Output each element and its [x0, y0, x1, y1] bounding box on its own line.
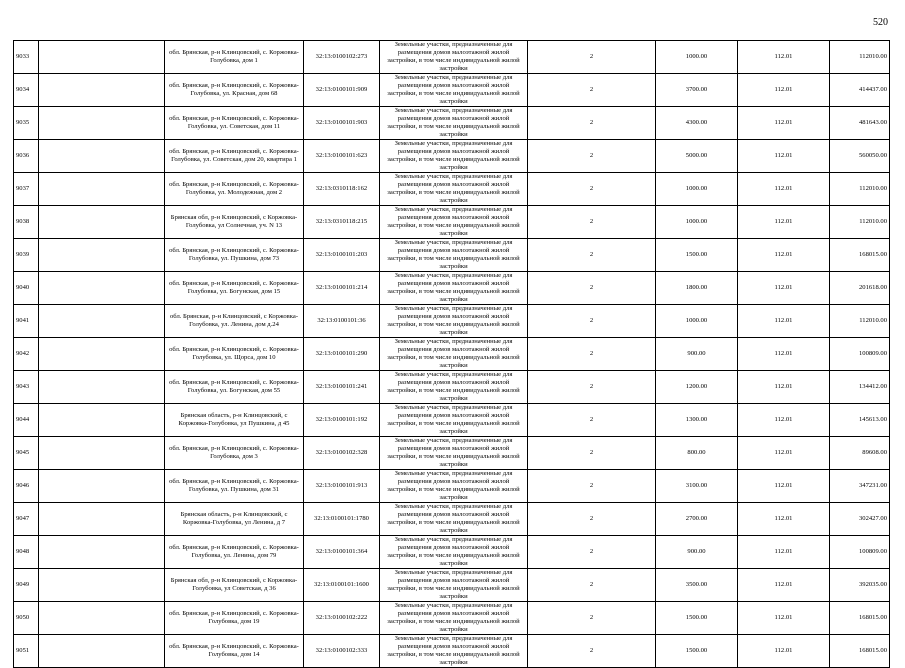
land-category-cell: Земельные участки, предназначенные для размещения домов малоэтажной жилой застройки, в том числе индивидуальной жилой застройки — [380, 470, 528, 503]
cadastral-number-cell: 32:13:0100101:903 — [304, 107, 380, 140]
cadastral-number-cell: 32:13:0310118:215 — [304, 206, 380, 239]
cadastral-number-cell: 32:13:0100101:214 — [304, 272, 380, 305]
cadastral-number-cell: 32:13:0100101:909 — [304, 74, 380, 107]
row-number: 9041 — [14, 305, 39, 338]
rate-cell: 112.01 — [738, 41, 830, 74]
land-category-cell: Земельные участки, предназначенные для размещения домов малоэтажной жилой застройки, в том числе индивидуальной жилой застройки — [380, 437, 528, 470]
cadastral-number-cell: 32:13:0100102:328 — [304, 437, 380, 470]
area-cell: 1000.00 — [656, 305, 738, 338]
rate-cell: 112.01 — [738, 503, 830, 536]
area-cell: 4300.00 — [656, 107, 738, 140]
total-cell: 201618.00 — [830, 272, 890, 305]
land-category-cell: Земельные участки, предназначенные для размещения домов малоэтажной жилой застройки, в том числе индивидуальной жилой застройки — [380, 371, 528, 404]
table-row — [14, 602, 890, 635]
cadastral-number-cell: 32:13:0100102:273 — [304, 41, 380, 74]
row-number: 9034 — [14, 74, 39, 107]
address-cell: обл. Брянская, р-н Клинцовский, с. Коржовка-Голубовка, ул. Ленина, дом 79 — [165, 536, 304, 569]
rate-cell: 112.01 — [738, 239, 830, 272]
table-row — [14, 437, 890, 470]
count-cell: 2 — [528, 569, 656, 602]
table-row — [14, 206, 890, 239]
table-row — [14, 404, 890, 437]
table-row — [14, 239, 890, 272]
count-cell: 2 — [528, 107, 656, 140]
land-category-cell: Земельные участки, предназначенные для размещения домов малоэтажной жилой застройки, в том числе индивидуальной жилой застройки — [380, 239, 528, 272]
land-category-cell: Земельные участки, предназначенные для размещения домов малоэтажной жилой застройки, в том числе индивидуальной жилой застройки — [380, 74, 528, 107]
count-cell: 2 — [528, 536, 656, 569]
address-cell: Брянская обл, р-н Клинцовский, с Коржовка-Голубовка, ул Солнечная, уч. N 13 — [165, 206, 304, 239]
rate-cell: 112.01 — [738, 74, 830, 107]
total-cell: 112010.00 — [830, 173, 890, 206]
count-cell: 2 — [528, 602, 656, 635]
cadastral-number-cell: 32:13:0100101:36 — [304, 305, 380, 338]
total-cell: 89608.00 — [830, 437, 890, 470]
address-cell: обл. Брянская, р-н Клинцовский, с. Коржовка-Голубовка, дом 19 — [165, 602, 304, 635]
land-category-cell: Земельные участки, предназначенные для размещения домов малоэтажной жилой застройки, в том числе индивидуальной жилой застройки — [380, 569, 528, 602]
rate-cell: 112.01 — [738, 305, 830, 338]
area-cell: 1000.00 — [656, 173, 738, 206]
page-number: 520 — [873, 17, 888, 28]
rate-cell: 112.01 — [738, 206, 830, 239]
address-cell: Брянская область, р-н Клинцовский, с Коржовка-Голубовка, ул Пушкина, д 45 — [165, 404, 304, 437]
area-cell: 800.00 — [656, 437, 738, 470]
row-number: 9037 — [14, 173, 39, 206]
cadastral-number-cell: 32:13:0100101:1780 — [304, 503, 380, 536]
row-number: 9050 — [14, 602, 39, 635]
area-cell: 1000.00 — [656, 206, 738, 239]
table-row — [14, 305, 890, 338]
land-category-cell: Земельные участки, предназначенные для размещения домов малоэтажной жилой застройки, в том числе индивидуальной жилой застройки — [380, 536, 528, 569]
total-cell: 168015.00 — [830, 239, 890, 272]
row-number: 9035 — [14, 107, 39, 140]
blank-cell — [39, 602, 165, 635]
row-number: 9047 — [14, 503, 39, 536]
row-number: 9043 — [14, 371, 39, 404]
row-number: 9038 — [14, 206, 39, 239]
rate-cell: 112.01 — [738, 437, 830, 470]
address-cell: Брянская обл, р-н Клинцовский, с Коржовка-Голубовка, ул Советская, д 36 — [165, 569, 304, 602]
row-number: 9045 — [14, 437, 39, 470]
blank-cell — [39, 272, 165, 305]
cadastral-number-cell: 32:13:0310118:162 — [304, 173, 380, 206]
count-cell: 2 — [528, 404, 656, 437]
table-row — [14, 635, 890, 668]
blank-cell — [39, 569, 165, 602]
cadastral-number-cell: 32:13:0100101:913 — [304, 470, 380, 503]
count-cell: 2 — [528, 371, 656, 404]
cadastral-number-cell: 32:13:0100101:623 — [304, 140, 380, 173]
land-category-cell: Земельные участки, предназначенные для размещения домов малоэтажной жилой застройки, в том числе индивидуальной жилой застройки — [380, 503, 528, 536]
count-cell: 2 — [528, 272, 656, 305]
total-cell: 100809.00 — [830, 338, 890, 371]
total-cell: 168015.00 — [830, 635, 890, 668]
rate-cell: 112.01 — [738, 470, 830, 503]
total-cell: 560050.00 — [830, 140, 890, 173]
count-cell: 2 — [528, 140, 656, 173]
table-row — [14, 503, 890, 536]
address-cell: обл. Брянская, р-н Клинцовский, с. Коржовка-Голубовка, ул. Пушкина, дом 31 — [165, 470, 304, 503]
count-cell: 2 — [528, 470, 656, 503]
blank-cell — [39, 338, 165, 371]
area-cell: 900.00 — [656, 338, 738, 371]
cadastral-number-cell: 32:13:0100101:364 — [304, 536, 380, 569]
blank-cell — [39, 371, 165, 404]
row-number: 9049 — [14, 569, 39, 602]
total-cell: 302427.00 — [830, 503, 890, 536]
total-cell: 168015.00 — [830, 602, 890, 635]
table-row — [14, 41, 890, 74]
area-cell: 3700.00 — [656, 74, 738, 107]
area-cell: 1300.00 — [656, 404, 738, 437]
land-category-cell: Земельные участки, предназначенные для размещения домов малоэтажной жилой застройки, в том числе индивидуальной жилой застройки — [380, 404, 528, 437]
rate-cell: 112.01 — [738, 602, 830, 635]
area-cell: 1500.00 — [656, 602, 738, 635]
address-cell: обл. Брянская, р-н Клинцовский, с. Коржовка-Голубовка, ул. Советская, дом 20, квартира 1 — [165, 140, 304, 173]
address-cell: обл. Брянская, р-н Клинцовский, с. Коржовка-Голубовка, дом 1 — [165, 41, 304, 74]
cadastral-number-cell: 32:13:0100101:1600 — [304, 569, 380, 602]
address-cell: обл. Брянская, р-н Клинцовский, с. Коржовка-Голубовка, ул. Богунская, дом 55 — [165, 371, 304, 404]
count-cell: 2 — [528, 74, 656, 107]
table-row — [14, 536, 890, 569]
land-category-cell: Земельные участки, предназначенные для размещения домов малоэтажной жилой застройки, в том числе индивидуальной жилой застройки — [380, 107, 528, 140]
address-cell: обл. Брянская, р-н Клинцовский, с. Коржовка-Голубовка, дом 14 — [165, 635, 304, 668]
land-category-cell: Земельные участки, предназначенные для размещения домов малоэтажной жилой застройки, в том числе индивидуальной жилой застройки — [380, 305, 528, 338]
land-registry-table — [13, 40, 890, 668]
count-cell: 2 — [528, 503, 656, 536]
land-category-cell: Земельные участки, предназначенные для размещения домов малоэтажной жилой застройки, в том числе индивидуальной жилой застройки — [380, 140, 528, 173]
count-cell: 2 — [528, 338, 656, 371]
count-cell: 2 — [528, 41, 656, 74]
table-row — [14, 371, 890, 404]
cadastral-number-cell: 32:13:0100101:290 — [304, 338, 380, 371]
blank-cell — [39, 437, 165, 470]
address-cell: обл. Брянская, р-н Клинцовский, с. Коржовка-Голубовка, ул. Советская, дом 11 — [165, 107, 304, 140]
rate-cell: 112.01 — [738, 569, 830, 602]
row-number: 9044 — [14, 404, 39, 437]
count-cell: 2 — [528, 239, 656, 272]
total-cell: 112010.00 — [830, 206, 890, 239]
blank-cell — [39, 404, 165, 437]
area-cell: 5000.00 — [656, 140, 738, 173]
land-category-cell: Земельные участки, предназначенные для размещения домов малоэтажной жилой застройки, в том числе индивидуальной жилой застройки — [380, 635, 528, 668]
blank-cell — [39, 635, 165, 668]
rate-cell: 112.01 — [738, 338, 830, 371]
total-cell: 414437.00 — [830, 74, 890, 107]
table-row — [14, 74, 890, 107]
blank-cell — [39, 503, 165, 536]
address-cell: обл. Брянская, р-н Клинцовский, с. Коржовка-Голубовка, ул. Пушкина, дом 73 — [165, 239, 304, 272]
land-category-cell: Земельные участки, предназначенные для размещения домов малоэтажной жилой застройки, в том числе индивидуальной жилой застройки — [380, 41, 528, 74]
table-row — [14, 338, 890, 371]
area-cell: 1800.00 — [656, 272, 738, 305]
blank-cell — [39, 74, 165, 107]
table-row — [14, 173, 890, 206]
total-cell: 134412.00 — [830, 371, 890, 404]
rate-cell: 112.01 — [738, 107, 830, 140]
address-cell: обл. Брянская, р-н Клинцовский, с. Коржовка-Голубовка, дом 3 — [165, 437, 304, 470]
row-number: 9036 — [14, 140, 39, 173]
blank-cell — [39, 41, 165, 74]
rate-cell: 112.01 — [738, 536, 830, 569]
land-category-cell: Земельные участки, предназначенные для размещения домов малоэтажной жилой застройки, в том числе индивидуальной жилой застройки — [380, 602, 528, 635]
blank-cell — [39, 206, 165, 239]
rate-cell: 112.01 — [738, 404, 830, 437]
area-cell: 1500.00 — [656, 635, 738, 668]
address-cell: обл. Брянская, р-н Клинцовский, с. Коржовка-Голубовка, ул. Молодежная, дом 2 — [165, 173, 304, 206]
total-cell: 481643.00 — [830, 107, 890, 140]
count-cell: 2 — [528, 635, 656, 668]
cadastral-number-cell: 32:13:0100101:203 — [304, 239, 380, 272]
area-cell: 1000.00 — [656, 41, 738, 74]
address-cell: обл. Брянская, р-н Клинцовский, с Коржовка-Голубовка, ул. Ленина, дом д.24 — [165, 305, 304, 338]
cadastral-number-cell: 32:13:0100102:222 — [304, 602, 380, 635]
land-category-cell: Земельные участки, предназначенные для размещения домов малоэтажной жилой застройки, в том числе индивидуальной жилой застройки — [380, 338, 528, 371]
area-cell: 1500.00 — [656, 239, 738, 272]
blank-cell — [39, 140, 165, 173]
blank-cell — [39, 305, 165, 338]
total-cell: 347231.00 — [830, 470, 890, 503]
row-number: 9048 — [14, 536, 39, 569]
row-number: 9046 — [14, 470, 39, 503]
table-row — [14, 470, 890, 503]
count-cell: 2 — [528, 305, 656, 338]
row-number: 9040 — [14, 272, 39, 305]
table-row — [14, 272, 890, 305]
table-row — [14, 569, 890, 602]
cadastral-number-cell: 32:13:0100101:241 — [304, 371, 380, 404]
table-row — [14, 140, 890, 173]
blank-cell — [39, 470, 165, 503]
total-cell: 392035.00 — [830, 569, 890, 602]
area-cell: 3500.00 — [656, 569, 738, 602]
count-cell: 2 — [528, 206, 656, 239]
area-cell: 1200.00 — [656, 371, 738, 404]
cadastral-number-cell: 32:13:0100102:333 — [304, 635, 380, 668]
land-category-cell: Земельные участки, предназначенные для размещения домов малоэтажной жилой застройки, в том числе индивидуальной жилой застройки — [380, 272, 528, 305]
rate-cell: 112.01 — [738, 173, 830, 206]
total-cell: 145613.00 — [830, 404, 890, 437]
total-cell: 100809.00 — [830, 536, 890, 569]
rate-cell: 112.01 — [738, 140, 830, 173]
land-category-cell: Земельные участки, предназначенные для размещения домов малоэтажной жилой застройки, в том числе индивидуальной жилой застройки — [380, 173, 528, 206]
row-number: 9051 — [14, 635, 39, 668]
row-number: 9042 — [14, 338, 39, 371]
area-cell: 2700.00 — [656, 503, 738, 536]
address-cell: Брянская область, р-н Клинцовский, с Коржовка-Голубовка, ул Ленина, д 7 — [165, 503, 304, 536]
rate-cell: 112.01 — [738, 272, 830, 305]
row-number: 9033 — [14, 41, 39, 74]
address-cell: обл. Брянская, р-н Клинцовский, с. Коржовка-Голубовка, ул. Богунская, дом 15 — [165, 272, 304, 305]
count-cell: 2 — [528, 437, 656, 470]
blank-cell — [39, 173, 165, 206]
table-row — [14, 107, 890, 140]
blank-cell — [39, 536, 165, 569]
land-category-cell: Земельные участки, предназначенные для размещения домов малоэтажной жилой застройки, в том числе индивидуальной жилой застройки — [380, 206, 528, 239]
blank-cell — [39, 107, 165, 140]
blank-cell — [39, 239, 165, 272]
rate-cell: 112.01 — [738, 635, 830, 668]
row-number: 9039 — [14, 239, 39, 272]
total-cell: 112010.00 — [830, 305, 890, 338]
area-cell: 3100.00 — [656, 470, 738, 503]
address-cell: обл. Брянская, р-н Клинцовский, с. Коржовка-Голубовка, ул. Щорса, дом 10 — [165, 338, 304, 371]
total-cell: 112010.00 — [830, 41, 890, 74]
cadastral-number-cell: 32:13:0100101:192 — [304, 404, 380, 437]
address-cell: обл. Брянская, р-н Клинцовский, с. Коржовка-Голубовка, ул. Красная, дом 68 — [165, 74, 304, 107]
table-body — [14, 41, 890, 668]
area-cell: 900.00 — [656, 536, 738, 569]
rate-cell: 112.01 — [738, 371, 830, 404]
count-cell: 2 — [528, 173, 656, 206]
